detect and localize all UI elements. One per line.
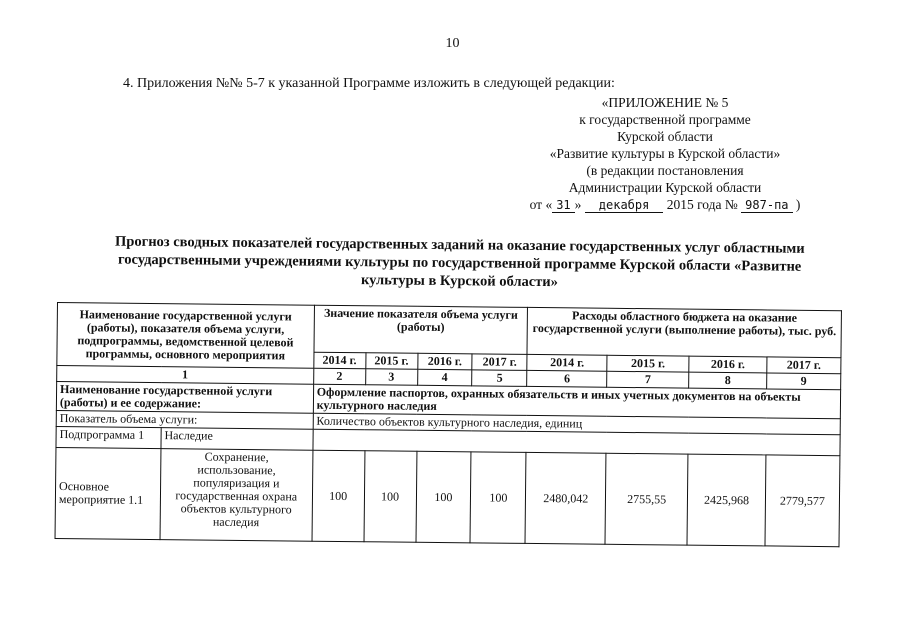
value-cell: 100 <box>416 451 472 543</box>
appendix-line: Администрации Курской области <box>568 180 762 195</box>
subprogram-label: Подпрограмма 1 <box>56 426 161 448</box>
value-cell: 2425,968 <box>687 454 766 546</box>
sign-suffix: ) <box>795 197 801 212</box>
column-number: 7 <box>607 371 689 388</box>
measure-label: Основное мероприятие 1.1 <box>55 447 161 539</box>
sign-mid: » <box>574 197 582 212</box>
appendix-line: Курской области <box>617 129 713 144</box>
year-cell: 2017 г. <box>472 354 527 371</box>
year-cell: 2016 г. <box>689 356 767 373</box>
appendix-line: «Развитие культуры в Курской области» <box>549 146 781 161</box>
table-header-row <box>57 303 841 358</box>
signature-line <box>470 196 860 214</box>
header-volume: Значение показателя объема услуги (работы) <box>314 305 528 354</box>
service-label: Наименование государственной услуги (работы) и ее содержание: <box>56 382 313 414</box>
header-expenses: Расходы областного бюджета на оказание государственной услуги (выполнение работы), тыс. руб. <box>527 307 841 357</box>
column-number: 4 <box>417 369 472 386</box>
forecast-table <box>55 302 842 547</box>
year-cell: 2015 г. <box>607 355 689 372</box>
value-cell: 100 <box>364 451 417 543</box>
value-cell: 2779,577 <box>765 455 840 547</box>
sign-year: 2015 года № <box>666 197 738 212</box>
indicator-label: Показатель объема услуги: <box>56 410 313 429</box>
title-line: культуры в Курской области» <box>360 272 559 291</box>
appendix-line: «ПРИЛОЖЕНИЕ № 5 <box>601 95 729 110</box>
intro-paragraph: 4. Приложения №№ 5-7 к указанной Программе изложить в следующей редакции: <box>123 76 615 91</box>
appendix-heading <box>470 94 860 214</box>
year-cell: 2014 г. <box>527 354 607 371</box>
year-cell: 2015 г. <box>365 353 417 370</box>
value-cell: 2755,55 <box>605 453 688 545</box>
year-cell: 2014 г. <box>314 352 366 369</box>
column-number: 2 <box>313 368 365 385</box>
column-number: 6 <box>527 370 607 387</box>
measure-desc: Сохранение, использование, популяризация и государственная охрана объектов культурного наследия <box>160 449 313 542</box>
header-service: Наименование государственной услуги (работы), показателя объема услуги, подпрограммы, ведомственной целевой программы, основного мероприятия <box>57 303 314 369</box>
sign-month: декабря <box>585 198 664 213</box>
appendix-line: (в редакции постановления <box>586 163 744 178</box>
column-number: 8 <box>689 372 767 389</box>
value-cell: 100 <box>312 450 365 542</box>
document-title <box>59 232 860 294</box>
indicator-value: Количество объектов культурного наследия, единиц <box>313 413 840 435</box>
title-line: государственными учреждениями культуры по государственной программе Курской области «Развитне <box>118 251 802 275</box>
sign-prefix: от « <box>529 197 553 212</box>
sign-day: 31 <box>552 198 574 213</box>
service-value: Оформление паспортов, охранных обязательств и иных учетных документов на объекты культурного наследия <box>313 384 841 419</box>
column-number: 1 <box>57 366 314 385</box>
table-row <box>55 447 840 546</box>
sign-number: 987-па <box>741 198 792 213</box>
value-cell: 2480,042 <box>525 452 606 544</box>
column-number: 3 <box>365 369 417 386</box>
column-number: 9 <box>767 373 841 390</box>
appendix-line: к государственной программе <box>579 112 751 127</box>
page-number: 10 <box>445 36 460 51</box>
value-cell: 100 <box>470 452 526 544</box>
year-cell: 2017 г. <box>767 357 841 374</box>
title-line: Прогноз сводных показателей государственных заданий на оказание государственных услуг областными <box>114 233 805 257</box>
column-number: 5 <box>472 370 527 387</box>
year-cell: 2016 г. <box>417 353 472 370</box>
subprogram-value: Наследие <box>161 428 313 451</box>
